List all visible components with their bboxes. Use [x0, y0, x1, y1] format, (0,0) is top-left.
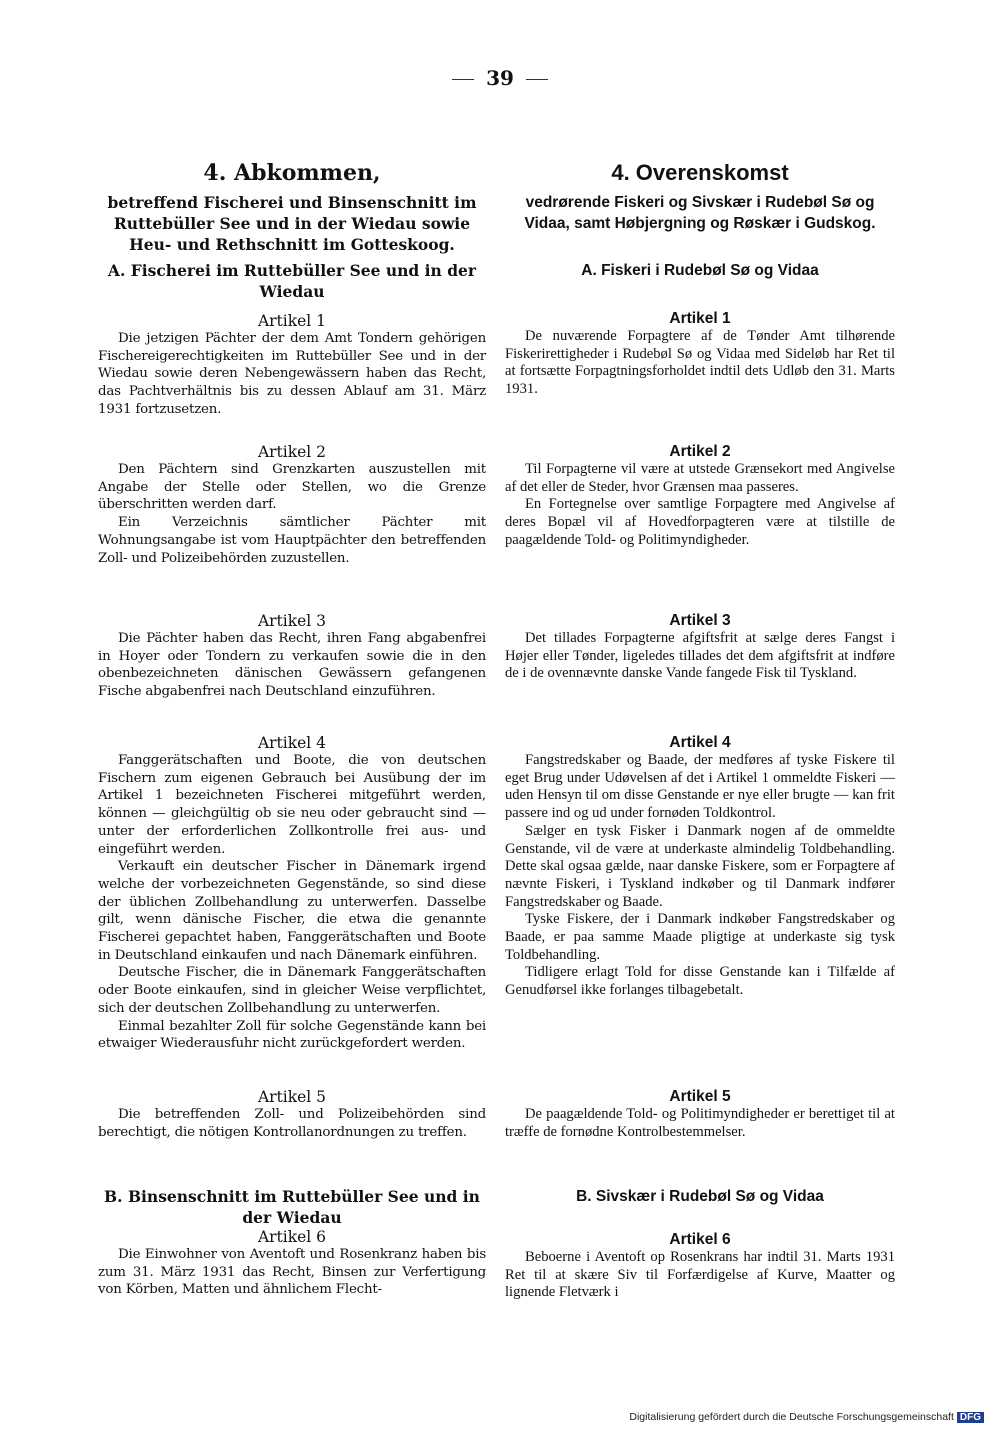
- danish-article-1: [505, 310, 895, 399]
- danish-art4-p1: Fangstredskaber og Baade, der medføres af tyske Fiskere til eget Brug under Udøvelsen af det i Artikel 1 ommeldte Fiskeri — uden Hensyn til om disse Genstande er nye eller brugte — kan frit passere ind og ud under fornøden Toldkontrol.: [505, 752, 895, 822]
- danish-art4-p2: Sælger en tysk Fisker i Danmark nogen af de ommeldte Genstande, vil de være at underkaste almindelig Toldbehandling. Dette skal ogsaa gælde, naar danske Fiskere, som er Forpagtere af nævnte Fiskeri, i Tyskland indkøber og til Danmark indfører Fangstredskaber og Baade.: [505, 822, 895, 910]
- danish-art4-heading: Artikel 4: [669, 734, 731, 751]
- german-section-a: [98, 260, 486, 302]
- danish-art2-p2: En Fortegnelse over samtlige Forpagtere med Angivelse af deres Bopæl vil af Hovedforpagteren være at tilstille de paagældende Told- og Politimyndigheder.: [505, 496, 895, 548]
- german-article-5: [98, 1088, 486, 1141]
- german-art3-heading: Artikel 3: [257, 612, 327, 630]
- german-art3-p1: Die Pächter haben das Recht, ihren Fang abgabenfrei in Hoyer oder Tondern zu verkaufen sowie die in den obenbezeichneten dänischen Gewässern gefangenen Fische abgabenfrei nach Deutschland einzuführen.: [98, 631, 486, 700]
- danish-section-a: [505, 260, 895, 281]
- danish-article-2: [505, 443, 895, 550]
- german-art1-p1: Die jetzigen Pächter der dem Amt Tondern gehörigen Fischereigerechtigkeiten im Ruttebüller See und in der Wiedau sowie deren Nebengewässern haben das Recht, das Pachtverhältnis bis zu dessen Ablauf am 31. März 1931 fortzusetzen.: [98, 331, 486, 417]
- german-art5-p1: Die betreffenden Zoll- und Polizeibehörden sind berechtigt, die nötigen Kontrollanordnungen zu treffen.: [98, 1107, 486, 1140]
- page-number-dash-left: [452, 79, 474, 80]
- danish-art2-p1: Til Forpagterne vil være at utstede Grænsekort med Angivelse af det eller de Steder, hvor Grænsen maa passeres.: [505, 461, 895, 495]
- german-article-2: [98, 443, 486, 567]
- german-section-b: [98, 1186, 486, 1299]
- german-art2-heading: Artikel 2: [257, 443, 327, 461]
- german-article-1: [98, 312, 486, 419]
- danish-art4-p4: Tidligere erlagt Told for disse Genstande kan i Tilfælde af Genudførsel ikke forlanges tilbagebetalt.: [505, 964, 895, 999]
- danish-section-b: [505, 1186, 895, 1302]
- german-article-4: [98, 734, 486, 1053]
- page-number-dash-right: [526, 79, 548, 80]
- german-art2-p2: Ein Verzeichnis sämtlicher Pächter mit Wohnungsangabe ist vom Hauptpächter den betreffenden Zoll- und Polizeibehörden zuzustellen.: [98, 515, 486, 566]
- german-section-a-heading: A. Fischerei im Ruttebüller See und in der Wiedau: [107, 261, 477, 301]
- danish-art2-heading: Artikel 2: [669, 443, 731, 460]
- german-article-3: [98, 612, 486, 701]
- german-art5-heading: Artikel 5: [257, 1088, 327, 1106]
- danish-title: 4. Overenskomst: [611, 160, 789, 185]
- dfg-logo: DFG: [957, 1412, 984, 1423]
- german-art4-heading: Artikel 4: [257, 734, 327, 752]
- german-art6-p1: Die Einwohner von Aventoft und Rosenkranz haben bis zum 31. März 1931 das Recht, Binsen zur Verfertigung von Körben, Matten und ähnlichem Flecht-: [98, 1247, 486, 1298]
- page-number-text: 39: [486, 66, 514, 90]
- german-art4-p4: Einmal bezahlter Zoll für solche Gegenstände kann bei etwaiger Wiederausfuhr nicht zurückgefordert werden.: [98, 1018, 486, 1052]
- danish-art1-heading: Artikel 1: [669, 310, 731, 327]
- danish-art4-p3: Tyske Fiskere, der i Danmark indkøber Fangstredskaber og Baade, er paa samme Maade pligtige at underkaste sig tysk Toldbehandling.: [505, 911, 895, 963]
- german-subtitle: betreffend Fischerei und Binsenschnitt im Ruttebüller See und in der Wiedau sowie Heu- und Rethschnitt im Gotteskoog.: [107, 193, 477, 254]
- danish-art3-heading: Artikel 3: [669, 612, 731, 629]
- danish-subtitle: vedrørende Fiskeri og Sivskær i Rudebøl Sø og Vidaa, samt Høbjergning og Røskær i Gudskog.: [524, 194, 876, 232]
- danish-section-a-heading: A. Fiskeri i Rudebøl Sø og Vidaa: [581, 262, 819, 279]
- german-art2-p1: Den Pächtern sind Grenzkarten auszustellen mit Angabe der Stelle oder Stellen, wo die Grenze überschritten werden darf.: [98, 462, 486, 513]
- danish-title-block: [505, 160, 895, 234]
- german-art4-p1: Fanggerätschaften und Boote, die von deutschen Fischern zum eigenen Gebrauch bei Ausübung der im Artikel 1 bezeichneten Fischerei mitgeführt werden, können — gleichgültig ob sie neu oder gebraucht sind — unter der erforderlichen Zollkontrolle frei aus- und eingeführt werden.: [98, 753, 486, 857]
- danish-art6-p1: Beboerne i Aventoft op Rosenkrans har indtil 31. Marts 1931 Ret til at skære Siv til Forfærdigelse af Kurve, Maatter og lignende Fletværk i: [505, 1249, 895, 1301]
- danish-article-4: [505, 734, 895, 1000]
- footer-text: Digitalisierung gefördert durch die Deutsche Forschungsgemeinschaft: [629, 1411, 954, 1423]
- digitization-footer: [629, 1411, 984, 1423]
- german-art1-heading: Artikel 1: [257, 312, 327, 330]
- danish-art1-p1: De nuværende Forpagtere af de Tønder Amt tilhørende Fiskerirettigheder i Rudebøl Sø og Vidaa med Sideløb har Ret til at fortsætte Forpagtningsforholdet indtil dets Udløb den 31. Marts 1931.: [505, 328, 895, 398]
- german-art4-p3: Deutsche Fischer, die in Dänemark Fanggerätschaften oder Boote einkaufen, sind in gleicher Weise verpflichtet, sich der deutschen Zollbehandlung zu unterwerfen.: [98, 965, 486, 1016]
- danish-article-3: [505, 612, 895, 683]
- danish-article-5: [505, 1088, 895, 1141]
- danish-art3-p1: Det tillades Forpagterne afgiftsfrit at sælge deres Fangst i Højer eller Tønder, ligeledes tillades det dem afgiftsfrit at indføre de i de ovennævnte danske Vande fangede Fisk til Tyskland.: [505, 630, 895, 682]
- german-section-b-heading: B. Binsenschnitt im Ruttebüller See und in der Wiedau: [104, 1187, 480, 1227]
- danish-art6-heading: Artikel 6: [669, 1231, 731, 1248]
- german-art4-p2: Verkauft ein deutscher Fischer in Dänemark irgend welche der vorbezeichneten Gegenstände, so sind diese der üblichen Zollbehandlung zu unterwerfen. Dasselbe gilt, wenn dänische Fischer, die etwa die genannte Fischerei gepachtet haben, Fanggerätschaften und Boote in Deutschland einkaufen und nach Dänemark einführen.: [98, 859, 486, 963]
- german-art6-heading: Artikel 6: [257, 1228, 327, 1246]
- german-title: 4. Abkommen,: [203, 160, 381, 186]
- danish-section-b-heading: B. Sivskær i Rudebøl Sø og Vidaa: [576, 1188, 824, 1205]
- page-number: [0, 66, 1000, 90]
- german-title-block: [98, 160, 486, 255]
- danish-art5-p1: De paagældende Told- og Politimyndigheder er berettiget til at træffe de fornødne Kontrolbestemmelser.: [505, 1106, 895, 1140]
- danish-art5-heading: Artikel 5: [669, 1088, 731, 1105]
